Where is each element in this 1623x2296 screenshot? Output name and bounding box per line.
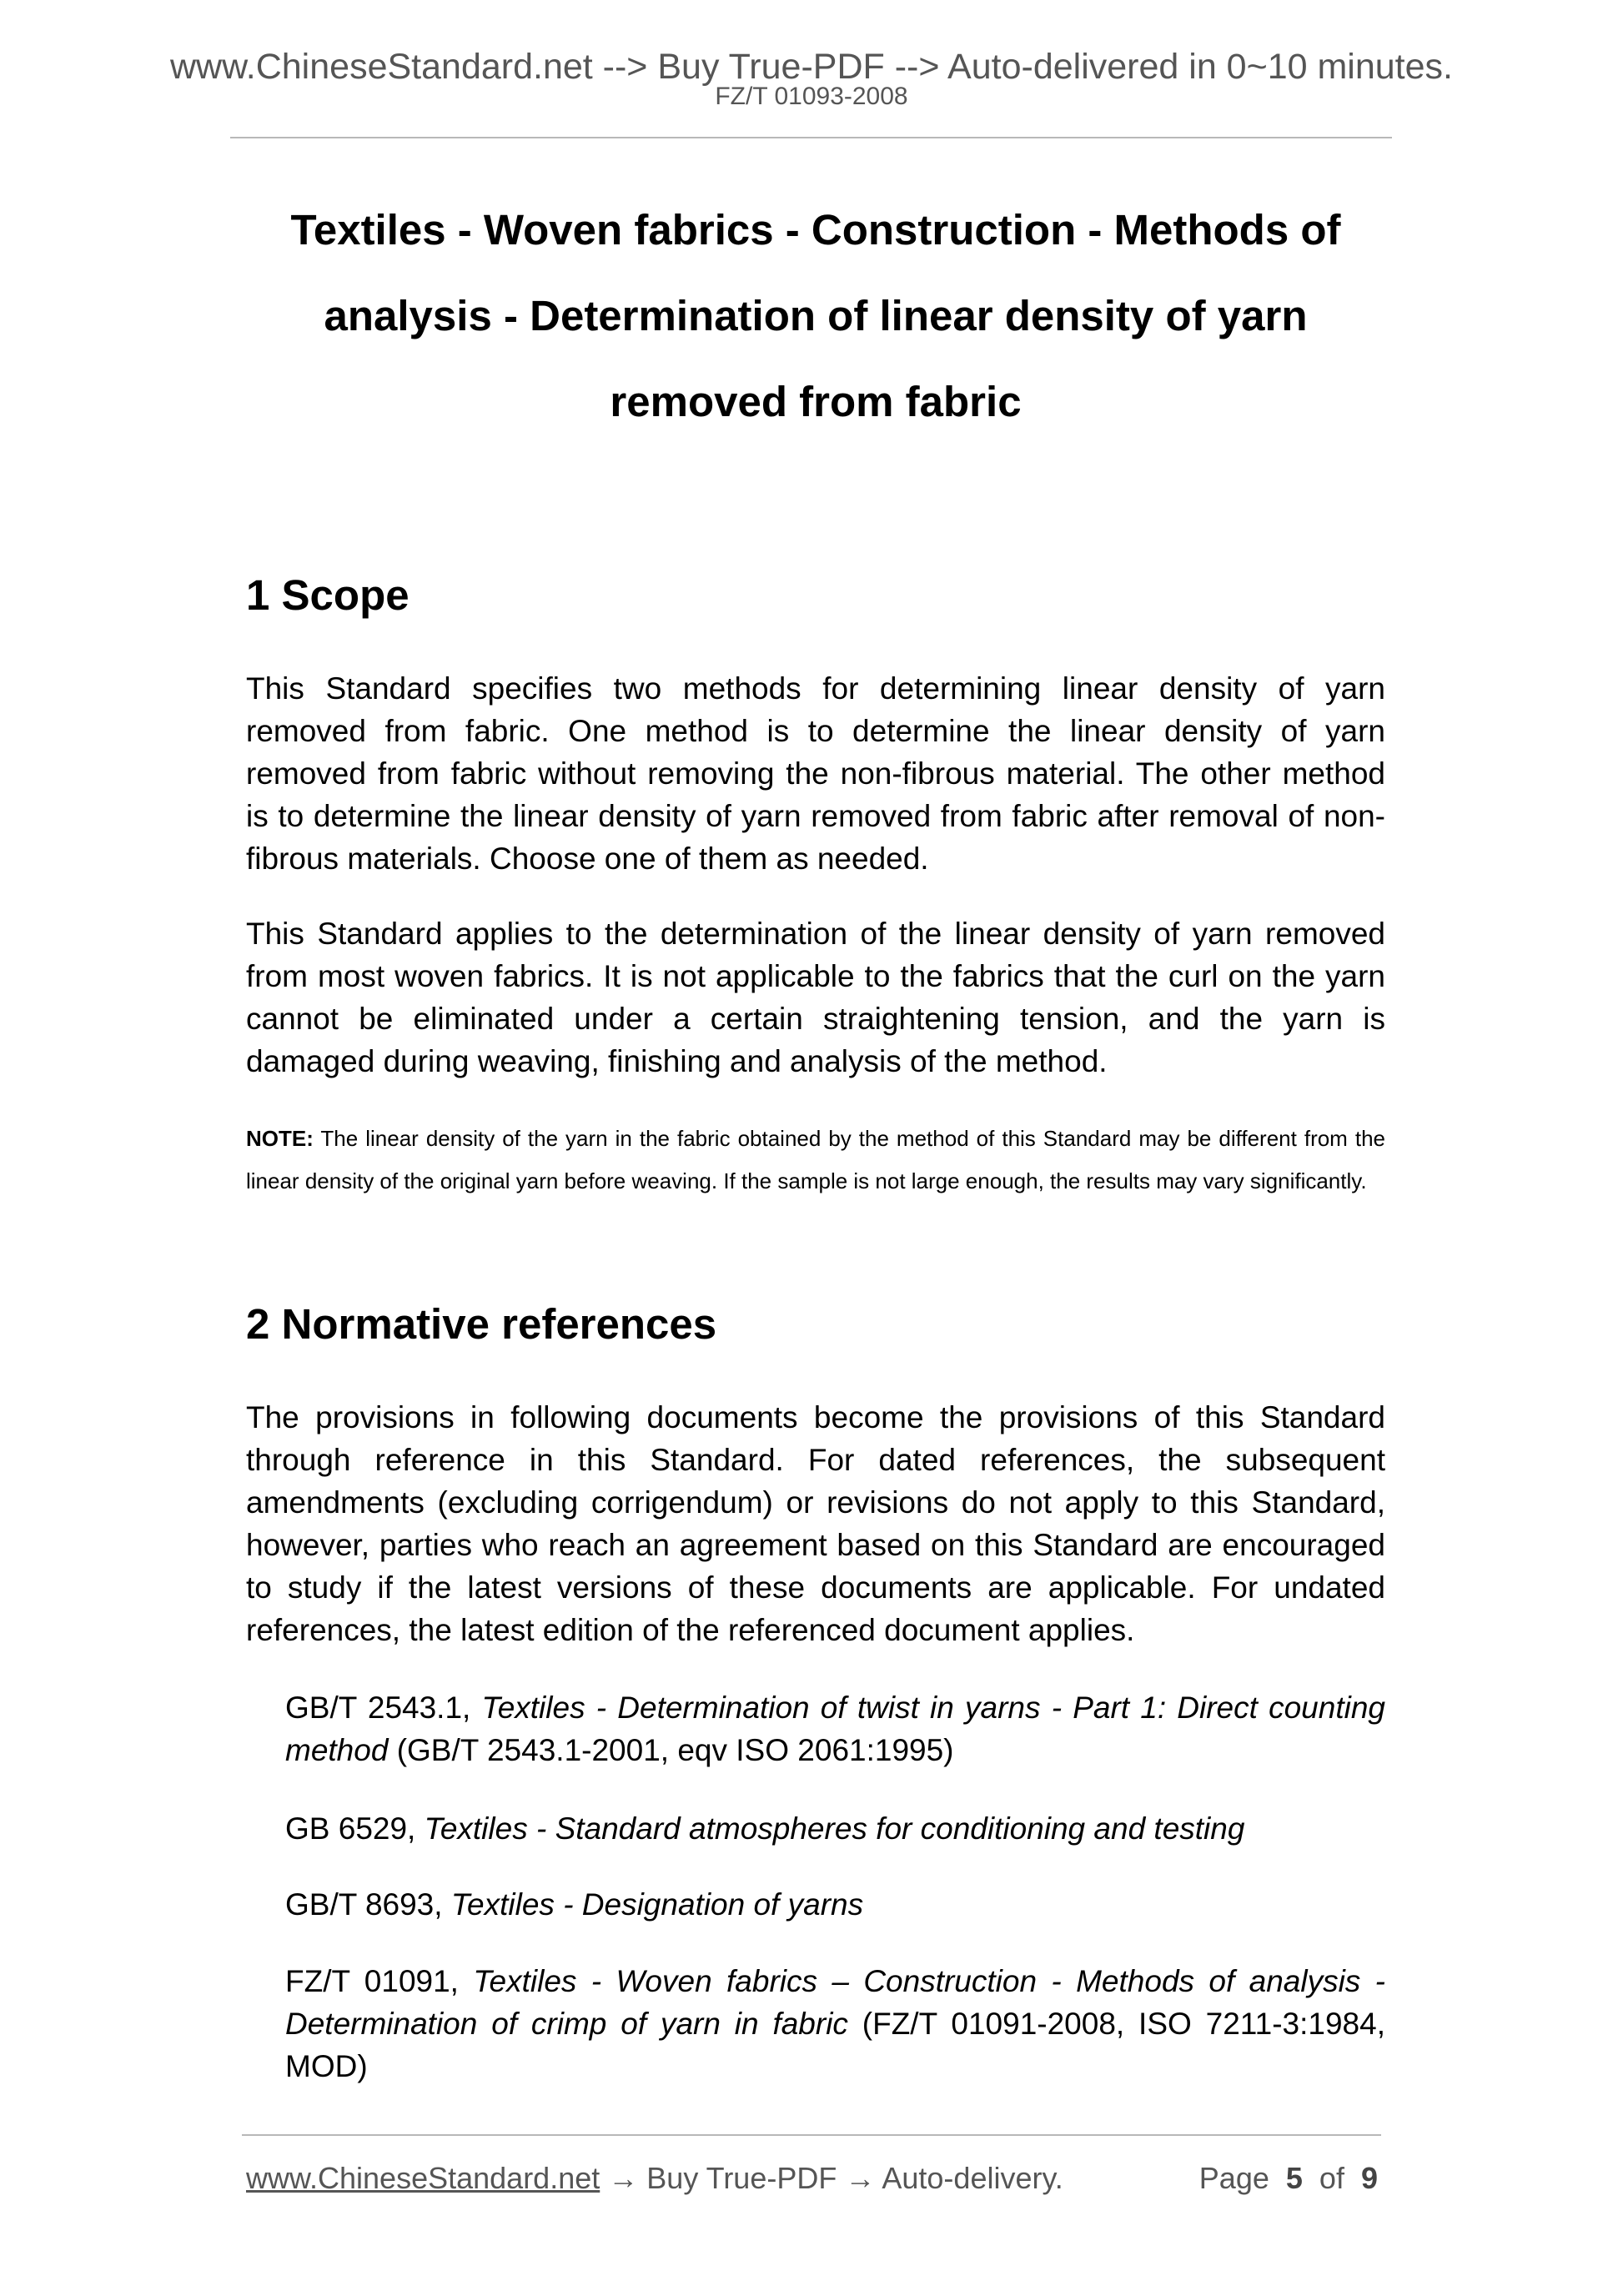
footer-auto-text: Auto-delivery. xyxy=(882,2161,1063,2195)
reference-item-4 xyxy=(285,1960,1385,2088)
scope-paragraph-2: This Standard applies to the determination of the linear density of yarn removed from most woven fabrics. It is not applicable to the fabrics that the curl on the yarn cannot be eliminated under a certain straightening tension, and the yarn is damaged during weaving, finishing and analysis of the method. xyxy=(246,917,1385,1078)
header-banner: www.ChineseStandard.net --> Buy True-PDF --> Auto-delivered in 0~10 minutes. xyxy=(169,47,1453,87)
page-total: 9 xyxy=(1360,2161,1378,2195)
footer-buy-text: Buy True-PDF xyxy=(646,2161,837,2195)
document-title xyxy=(242,187,1389,445)
ref-1-code: GB/T 2543.1, xyxy=(285,1691,482,1725)
reference-item-2 xyxy=(285,1807,1385,1850)
note-text: The linear density of the yarn in the fabric obtained by the method of this Standard may be different from the linear density of the original yarn before weaving. If the sample is not large enough, the results may vary significantly. xyxy=(246,1126,1385,1193)
ref-3-title: Textiles - Designation of yarns xyxy=(450,1887,864,1922)
section-2-heading: 2 Normative references xyxy=(246,1300,717,1348)
ref-4-code: FZ/T 01091, xyxy=(285,1964,474,1998)
ref-2-title: Textiles - Standard atmospheres for conditioning and testing xyxy=(424,1811,1245,1846)
scope-paragraph-1: This Standard specifies two methods for determining linear density of yarn removed from fabric. One method is to determine the linear density of yarn removed from fabric without removing the non-fibrous material. The other method is to determine the linear density of yarn removed from fabric after removal of non-fibrous materials. Choose one of them as needed. xyxy=(246,671,1385,876)
page-of: of xyxy=(1319,2161,1344,2195)
header-divider xyxy=(230,137,1392,138)
section-1-heading: 1 Scope xyxy=(246,571,410,619)
document-number: FZ/T 01093-2008 xyxy=(715,83,908,110)
title-line-1: Textiles - Woven fabrics - Construction - Methods of xyxy=(290,206,1341,254)
references-paragraph: The provisions in following documents become the provisions of this Standard through reference in this Standard. For dated references, the subsequent amendments (excluding corrigendum) or revisions do not apply to this Standard, however, parties who reach an agreement based on this Standard are encouraged to study if the latest versions of these documents are applicable. For undated references, the latest edition of the referenced document applies. xyxy=(246,1400,1385,1647)
footer-website-link[interactable]: www.ChineseStandard.net xyxy=(246,2161,600,2195)
title-line-3: removed from fabric xyxy=(610,378,1022,425)
arrow-right-icon: → xyxy=(608,2161,639,2195)
ref-1-title: Textiles - Determination of twist in yarns - Part 1: Direct counting method xyxy=(285,1691,1385,1767)
footer-divider xyxy=(242,2134,1381,2136)
reference-item-3 xyxy=(285,1883,1385,1926)
ref-4-title: Textiles - Woven fabrics – Construction - Methods of analysis - Determination of crimp of yarn in fabric xyxy=(285,1964,1385,2041)
ref-2-code: GB 6529, xyxy=(285,1811,425,1846)
arrow-right-icon: → xyxy=(845,2161,876,2195)
ref-1-suffix: (GB/T 2543.1-2001, eqv ISO 2061:1995) xyxy=(388,1733,954,1767)
page-current: 5 xyxy=(1285,2161,1303,2195)
reference-item-1 xyxy=(285,1686,1385,1771)
page-indicator xyxy=(1199,2160,1378,2197)
note-label: NOTE: xyxy=(246,1126,314,1151)
scope-note xyxy=(246,1118,1385,1203)
page-label: Page xyxy=(1198,2161,1269,2195)
title-line-2: analysis - Determination of linear density of yarn xyxy=(324,292,1308,339)
footer-promo xyxy=(246,2160,1063,2197)
ref-4-suffix: (FZ/T 01091-2008, ISO 7211-3:1984, MOD) xyxy=(285,2007,1385,2083)
ref-3-code: GB/T 8693, xyxy=(285,1887,451,1922)
